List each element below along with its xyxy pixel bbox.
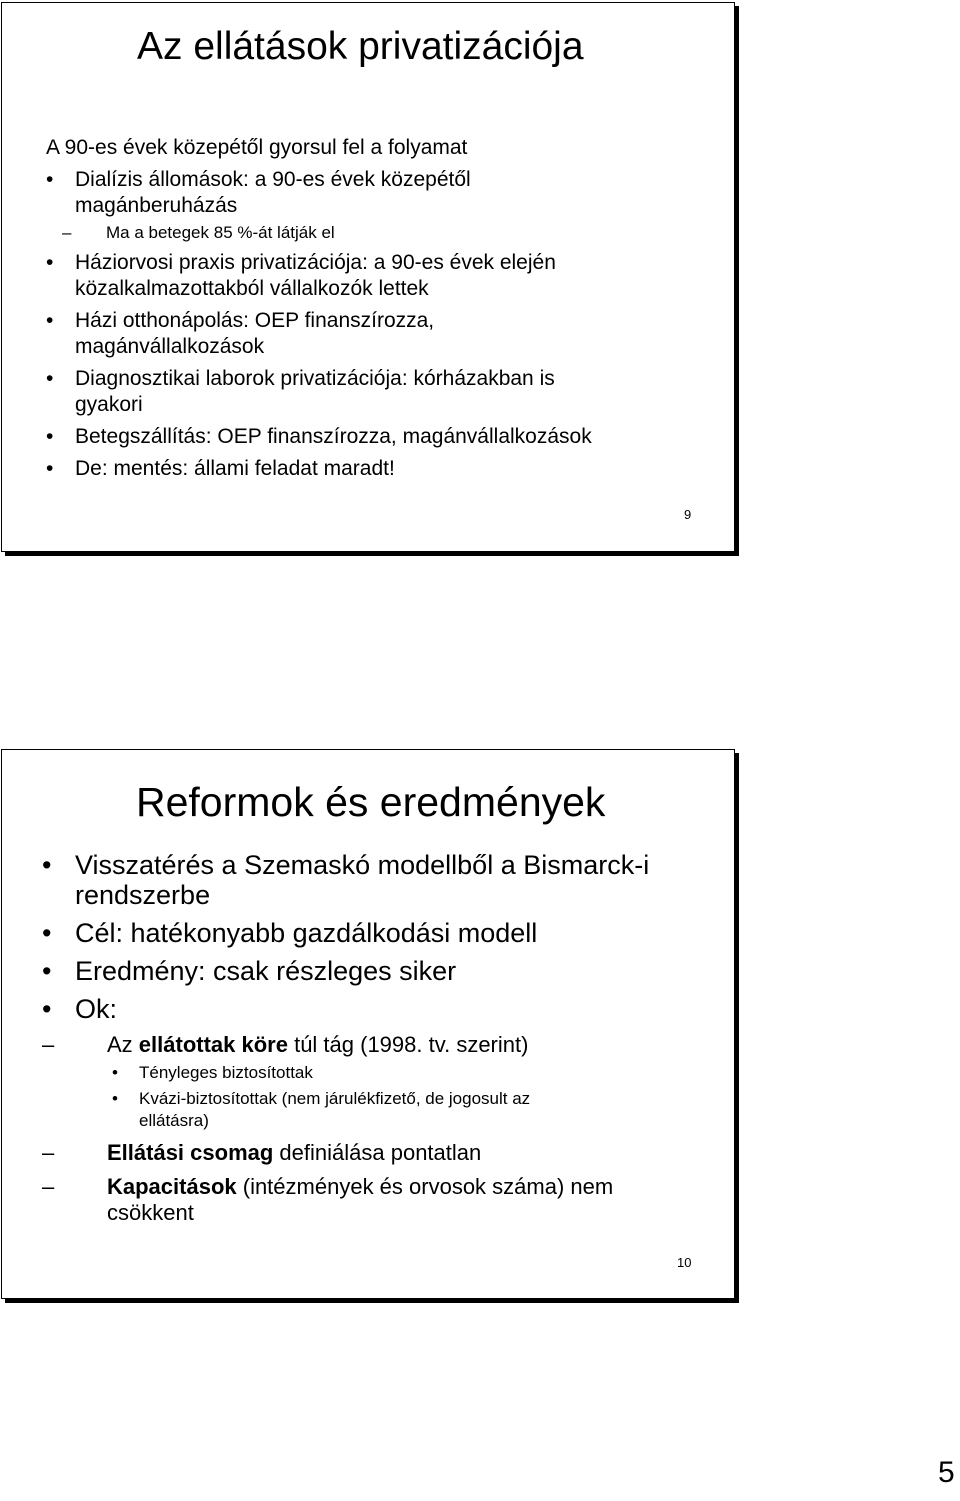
- bullet-icon: •: [42, 994, 52, 1024]
- dash-icon: –: [42, 1032, 55, 1057]
- bullet-icon: •: [42, 956, 52, 986]
- item-text-cont: magánberuházás: [75, 194, 238, 217]
- bullet-icon: •: [112, 1063, 118, 1082]
- item-text: Kvázi-biztosítottak (nem járulékfizető, de jogosult az: [139, 1089, 531, 1108]
- item-text-bold: Ellátási csomag: [107, 1140, 274, 1165]
- item-text: Eredmény: csak részleges siker: [75, 956, 457, 986]
- item-text-cont: csökkent: [107, 1200, 194, 1225]
- list-item: [46, 167, 706, 219]
- item-text: Ma a betegek 85 %-át látják el: [106, 223, 335, 242]
- slide-10: [1, 749, 735, 1299]
- list-item: [42, 1032, 712, 1058]
- slide-number: 10: [677, 1255, 692, 1270]
- item-text-cont: magánvállalkozások: [75, 335, 265, 358]
- item-text-bold: ellátottak köre: [138, 1032, 288, 1057]
- item-text-post: túl tág (1998. tv. szerint): [287, 1032, 529, 1057]
- list-item: [42, 1174, 712, 1226]
- bullet-icon: •: [46, 251, 54, 274]
- list-item: [46, 308, 706, 360]
- dash-icon: –: [42, 1140, 55, 1165]
- list-item: [42, 1062, 712, 1084]
- item-text-cont: gyakori: [75, 393, 143, 416]
- item-text-post: definiálása pontatlan: [273, 1140, 482, 1165]
- bullet-icon: •: [42, 850, 52, 880]
- bullet-icon: •: [46, 457, 54, 480]
- bullet-icon: •: [46, 367, 54, 390]
- list-item: [42, 850, 712, 910]
- list-item: [46, 456, 706, 482]
- item-text: Diagnosztikai laborok privatizációja: kórházakban is: [75, 367, 555, 390]
- slide-number: 9: [684, 507, 692, 522]
- slide-body: [42, 842, 712, 1226]
- list-item: [46, 250, 706, 302]
- bullet-icon: •: [46, 309, 54, 332]
- item-text: A 90-es évek közepétől gyorsul fel a folyamat: [46, 136, 468, 159]
- item-text: Ok:: [75, 994, 118, 1024]
- dash-icon: –: [62, 223, 72, 242]
- item-text: Háziorvosi praxis privatizációja: a 90-es évek elején: [75, 251, 556, 274]
- slide-title: Reformok és eredmények: [136, 779, 606, 825]
- list-item: [42, 1088, 712, 1132]
- item-text: Tényleges biztosítottak: [139, 1063, 313, 1082]
- item-text: Visszatérés a Szemaskó modellből a Bismarck-i: [75, 850, 650, 880]
- item-text: Cél: hatékonyabb gazdálkodási modell: [75, 918, 538, 948]
- item-text-cont: közalkalmazottakból vállalkozók lettek: [75, 277, 429, 300]
- slide-body: [46, 135, 706, 482]
- bullet-icon: •: [42, 918, 52, 948]
- bullet-icon: •: [112, 1089, 118, 1108]
- dash-icon: –: [42, 1174, 55, 1199]
- item-text-pre: Az: [107, 1032, 139, 1057]
- item-text: Házi otthonápolás: OEP finanszírozza,: [75, 309, 435, 332]
- list-item: [46, 424, 706, 450]
- page-number: 5: [938, 1456, 955, 1489]
- list-item: [42, 918, 712, 948]
- list-item: [42, 994, 712, 1024]
- item-text: Betegszállítás: OEP finanszírozza, magánvállalkozások: [75, 425, 592, 448]
- list-item: [42, 956, 712, 986]
- bullet-icon: •: [46, 168, 54, 191]
- slide-title: Az ellátások privatizációja: [137, 25, 584, 68]
- list-item: [46, 135, 706, 161]
- list-item: [46, 366, 706, 418]
- item-text-cont: ellátásra): [139, 1111, 209, 1130]
- list-item: [46, 222, 706, 244]
- item-text-cont: rendszerbe: [75, 880, 211, 910]
- item-text: De: mentés: állami feladat maradt!: [75, 457, 395, 480]
- slide-9: [1, 2, 735, 552]
- item-text-post: (intézmények és orvosok száma) nem: [236, 1174, 614, 1199]
- item-text-bold: Kapacitások: [107, 1174, 237, 1199]
- list-item: [42, 1140, 712, 1166]
- bullet-icon: •: [46, 425, 54, 448]
- item-text: Dialízis állomások: a 90-es évek közepétől: [75, 168, 471, 191]
